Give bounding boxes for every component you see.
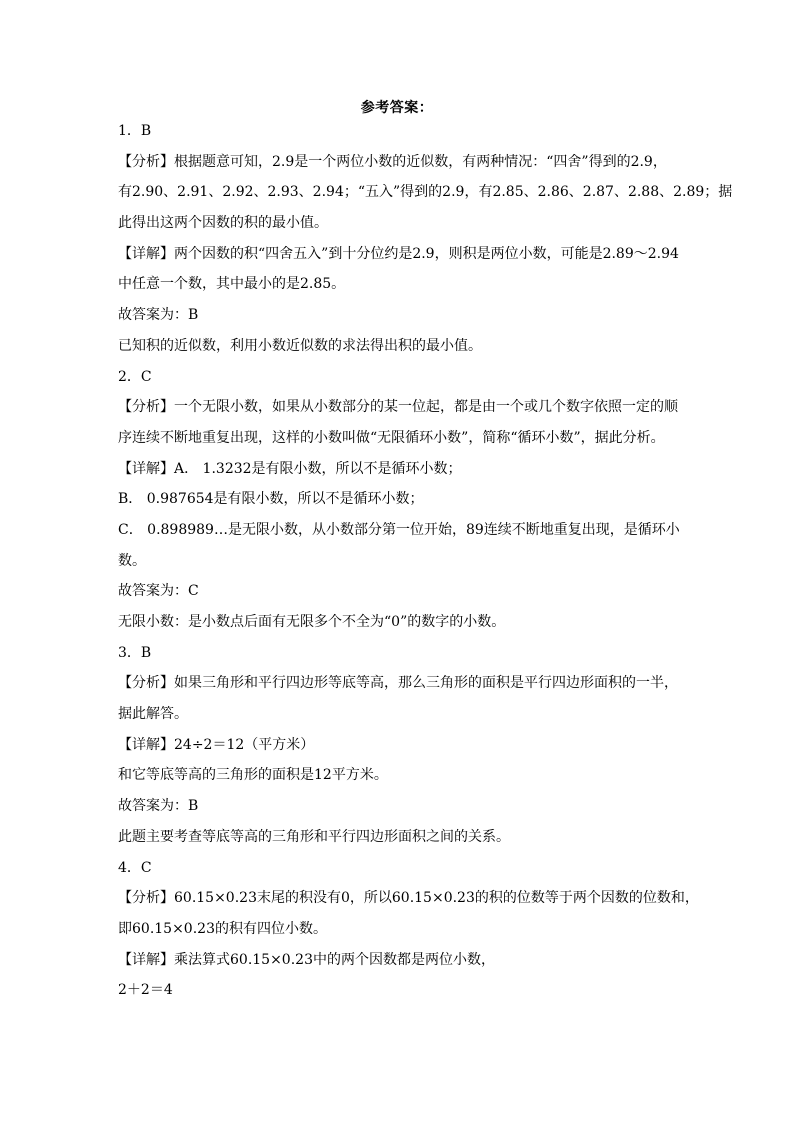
- text-line: 【分析】根据题意可知，2.9是一个两位小数的近似数，有两种情况：“四舍”得到的2.9，: [118, 153, 667, 170]
- text-line: 【详解】乘法算式60.15×0.23中的两个因数都是两位小数，: [118, 951, 495, 968]
- text-line: 2＋2＝4: [118, 982, 173, 999]
- text-line: 4．C: [118, 859, 152, 876]
- text-line: 【分析】一个无限小数，如果从小数部分的某一位起，都是由一个或几个数字依照一定的顺: [118, 399, 678, 416]
- text-line: 中任意一个数，其中最小的是2.85。: [118, 276, 346, 293]
- text-line: 【详解】A． 1.3232是有限小数，所以不是循环小数；: [118, 460, 462, 477]
- text-line: C． 0.898989…是无限小数，从小数部分第一位开始，89连续不断地重复出现，是循环小: [118, 521, 680, 538]
- text-line: 3．B: [118, 644, 152, 661]
- text-line: 无限小数：是小数点后面有无限多个不全为“0”的数字的小数。: [118, 614, 506, 630]
- text-line: 即60.15×0.23的积有四位小数。: [118, 920, 327, 937]
- text-line: 【分析】60.15×0.23末尾的积没有0，所以60.15×0.23的积的位数等于两个因数的位数和，: [118, 890, 699, 907]
- text-line: 【详解】24÷2＝12（平方米）: [118, 736, 315, 753]
- text-line: 【分析】如果三角形和平行四边形等底等高，那么三角形的面积是平行四边形面积的一半，: [118, 675, 678, 692]
- text-line: 故答案为：C: [118, 583, 199, 600]
- text-line: 序连续不断地重复出现，这样的小数叫做“无限循环小数”，简称“循环小数”，据此分析。: [118, 429, 665, 446]
- text-line: 和它等底等高的三角形的面积是12平方米。: [118, 767, 388, 784]
- text-line: 据此解答。: [118, 706, 188, 723]
- text-line: 1．B: [118, 123, 152, 139]
- text-line: 【详解】两个因数的积“四舍五入”到十分位约是2.9，则积是两位小数，可能是2.89～2.94: [118, 245, 679, 262]
- text-line: 数。: [118, 552, 146, 569]
- text-line: 故答案为：B: [118, 798, 199, 815]
- text-line: 此题主要考查等底等高的三角形和平行四边形面积之间的关系。: [118, 828, 510, 845]
- text-line: 有2.90、2.91、2.92、2.93、2.94；“五入”得到的2.9，有2.85、2.86、2.87、2.88、2.89；据: [118, 184, 733, 201]
- page-title: 参考答案：: [360, 100, 434, 116]
- text-line: B． 0.987654是有限小数，所以不是循环小数；: [118, 491, 424, 508]
- text-line: 此得出这两个因数的积的最小值。: [118, 215, 328, 232]
- text-line: 已知积的近似数，利用小数近似数的求法得出积的最小值。: [118, 337, 482, 354]
- answer-content: [118, 116, 733, 1006]
- text-line: 故答案为：B: [118, 307, 199, 324]
- text-line: 2．C: [118, 368, 152, 385]
